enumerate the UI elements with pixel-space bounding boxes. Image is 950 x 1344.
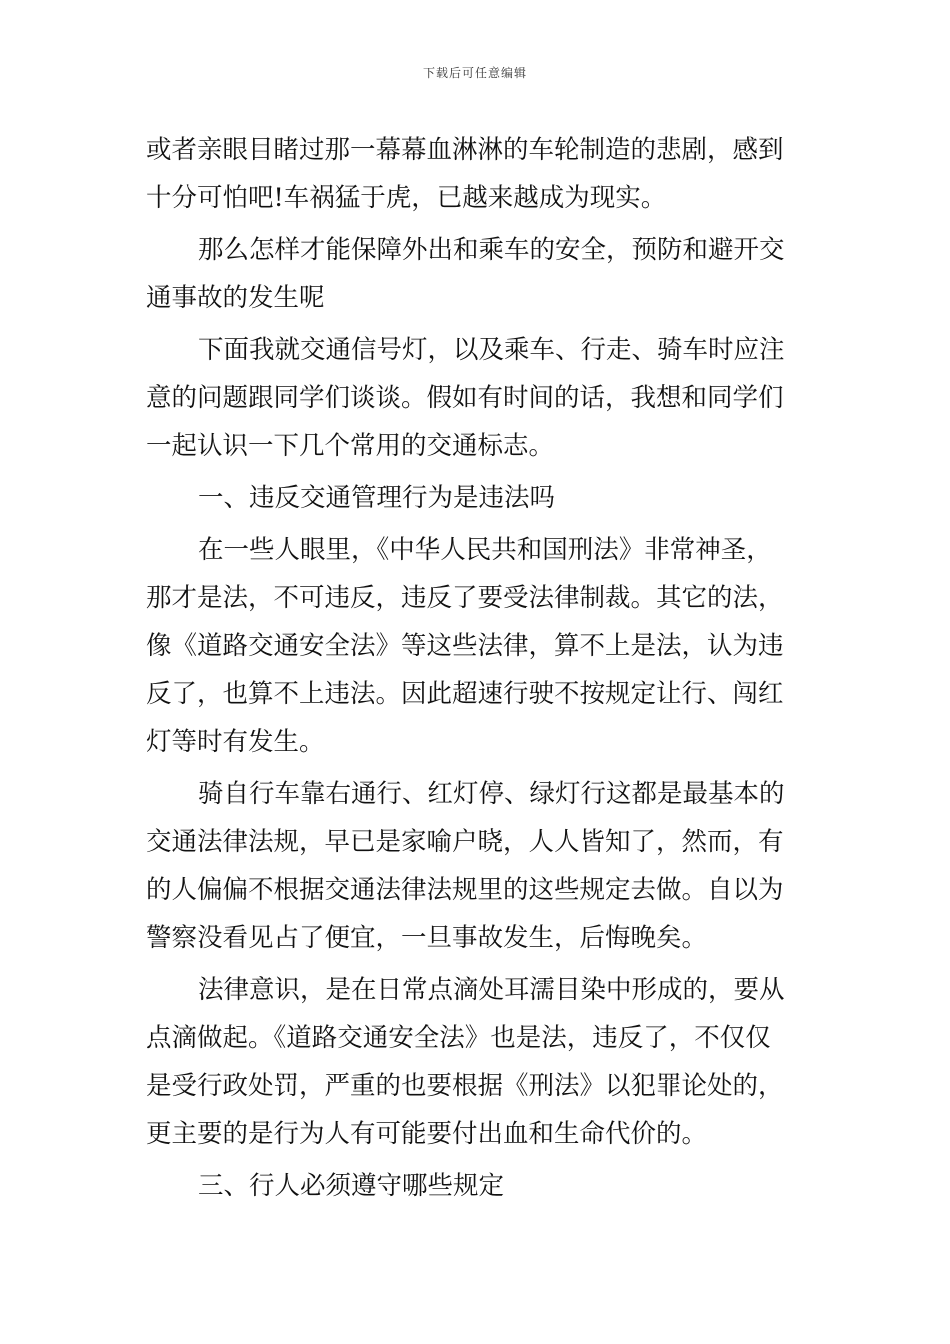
paragraph-start: 下面我就交通信号灯，以及乘车、行走、骑车时应注 xyxy=(198,335,785,365)
text-line: 的人偏偏不根据交通法律法规里的这些规定去做。自以为 xyxy=(146,875,784,905)
text-line: 那才是法，不可违反，违反了要受法律制裁。其它的法， xyxy=(146,583,784,613)
text-line: 点滴做起。《道路交通安全法》也是法，违反了，不仅仅 xyxy=(146,1023,771,1053)
paragraph-start: 骑自行车靠右通行、红灯停、绿灯行这都是最基本的 xyxy=(198,779,785,809)
text-line: 是受行政处罚，严重的也要根据《刑法》以犯罪论处的， xyxy=(146,1071,784,1101)
text-line: 更主要的是行为人有可能要付出血和生命代价的。 xyxy=(146,1119,708,1149)
section-heading: 一、违反交通管理行为是违法吗 xyxy=(198,483,556,513)
paragraph-start: 在一些人眼里，《中华人民共和国刑法》非常神圣， xyxy=(198,535,772,565)
text-line: 交通法律法规，早已是家喻户晓，人人皆知了，然而，有 xyxy=(146,827,784,857)
text-line: 或者亲眼目睹过那一幕幕血淋淋的车轮制造的悲剧，感到 xyxy=(146,135,784,165)
paragraph-start: 法律意识，是在日常点滴处耳濡目染中形成的，要从 xyxy=(198,975,785,1005)
text-line: 一起认识一下几个常用的交通标志。 xyxy=(146,431,555,461)
paragraph-start: 那么怎样才能保障外出和乘车的安全，预防和避开交 xyxy=(198,235,785,265)
text-line: 像《道路交通安全法》等这些法律，算不上是法，认为违 xyxy=(146,631,784,661)
text-line: 通事故的发生呢 xyxy=(146,283,325,313)
text-line: 灯等时有发生。 xyxy=(146,727,325,757)
text-line: 警察没看见占了便宜，一旦事故发生，后悔晚矣。 xyxy=(146,923,708,953)
text-line: 反了，也算不上违法。因此超速行驶不按规定让行、闯红 xyxy=(146,679,784,709)
page-header: 下载后可任意编辑 xyxy=(422,66,527,80)
text-line: 意的问题跟同学们谈谈。假如有时间的话，我想和同学们 xyxy=(146,383,784,413)
text-line: 十分可怕吧!车祸猛于虎，已越来越成为现实。 xyxy=(146,183,667,213)
section-heading: 三、行人必须遵守哪些规定 xyxy=(198,1171,505,1201)
document-body xyxy=(146,126,806,1210)
